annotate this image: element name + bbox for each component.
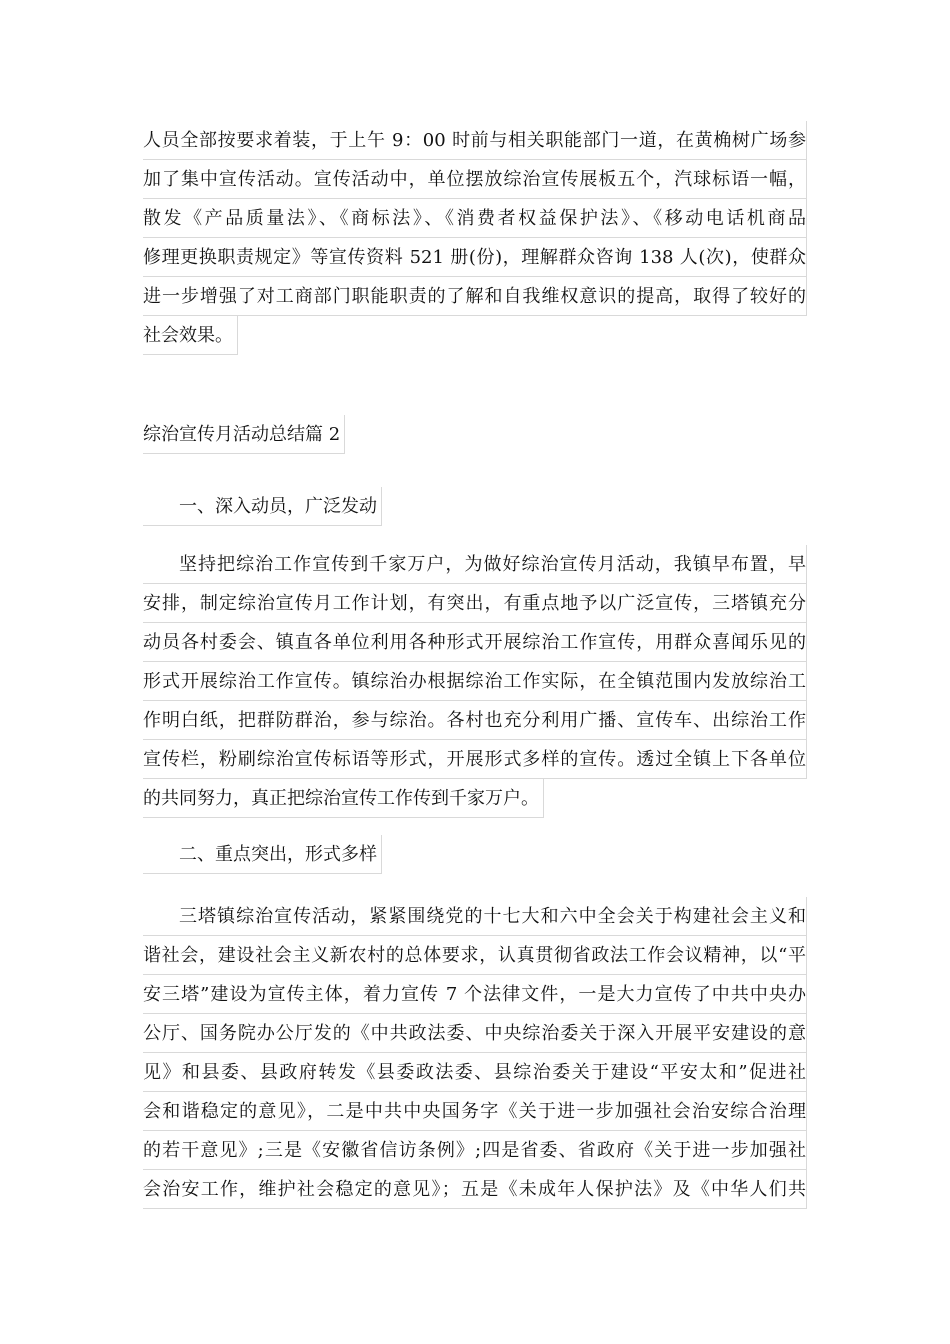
- subheading-2: 二、重点突出，形式多样: [143, 835, 382, 874]
- paragraph-line: 修理更换职责规定》等宣传资料 521 册(份)，理解群众咨询 138 人(次)，使群众: [143, 238, 807, 277]
- paragraph-line: 进一步增强了对工商部门职能职责的了解和自我维权意识的提高，取得了较好的: [143, 277, 807, 316]
- paragraph-line: 宣传栏，粉刷综治宣传标语等形式，开展形式多样的宣传。透过全镇上下各单位: [143, 740, 807, 779]
- paragraph-line: 人员全部按要求着装，于上午 9：00 时前与相关职能部门一道，在黄桷树广场参: [143, 121, 807, 160]
- paragraph-line: 社会效果。: [143, 316, 238, 355]
- paragraph-line: 散发《产品质量法》、《商标法》、《消费者权益保护法》、《移动电话机商品: [143, 199, 807, 238]
- paragraph-line: 会和谐稳定的意见》，二是中共中央国务字《关于进一步加强社会治安综合治理: [143, 1092, 807, 1131]
- paragraph-1: [143, 121, 807, 359]
- paragraph-3: [143, 897, 807, 1209]
- paragraph-line: 动员各村委会、镇直各单位利用各种形式开展综治工作宣传，用群众喜闻乐见的: [143, 623, 807, 662]
- paragraph-line: 公厅、国务院办公厅发的《中共政法委、中央综治委关于深入开展平安建设的意: [143, 1014, 807, 1053]
- paragraph-line: 的若干意见》;三是《安徽省信访条例》;四是省委、省政府《关于进一步加强社: [143, 1131, 807, 1170]
- subheading-1: 一、深入动员，广泛发动: [143, 487, 382, 526]
- section-title-block: [143, 415, 345, 454]
- paragraph-line: 坚持把综治工作宣传到千家万户，为做好综治宣传月活动，我镇早布置，早: [143, 545, 807, 584]
- paragraph-line: 会治安工作，维护社会稳定的意见》；五是《未成年人保护法》及《中华人们共: [143, 1170, 807, 1209]
- paragraph-line: 见》和县委、县政府转发《县委政法委、县综治委关于建设“平安太和”促进社: [143, 1053, 807, 1092]
- section-title: 综治宣传月活动总结篇 2: [143, 415, 345, 454]
- paragraph-line: 的共同努力，真正把综治宣传工作传到千家万户。: [143, 779, 544, 818]
- heading-1-block: [143, 487, 382, 526]
- paragraph-line: 作明白纸，把群防群治，参与综治。各村也充分利用广播、宣传车、出综治工作: [143, 701, 807, 740]
- paragraph-line: 谐社会，建设社会主义新农村的总体要求，认真贯彻省政法工作会议精神，以“平: [143, 936, 807, 975]
- paragraph-line: 加了集中宣传活动。宣传活动中，单位摆放综治宣传展板五个，汽球标语一幅，: [143, 160, 807, 199]
- paragraph-line: 安三塔”建设为宣传主体，着力宣传 7 个法律文件，一是大力宣传了中共中央办: [143, 975, 807, 1014]
- paragraph-2: [143, 545, 807, 822]
- heading-2-block: [143, 835, 382, 874]
- paragraph-line: 安排，制定综治宣传月工作计划，有突出，有重点地予以广泛宣传，三塔镇充分: [143, 584, 807, 623]
- paragraph-line: 形式开展综治工作宣传。镇综治办根据综治工作实际，在全镇范围内发放综治工: [143, 662, 807, 701]
- paragraph-line: 三塔镇综治宣传活动，紧紧围绕党的十七大和六中全会关于构建社会主义和: [143, 897, 807, 936]
